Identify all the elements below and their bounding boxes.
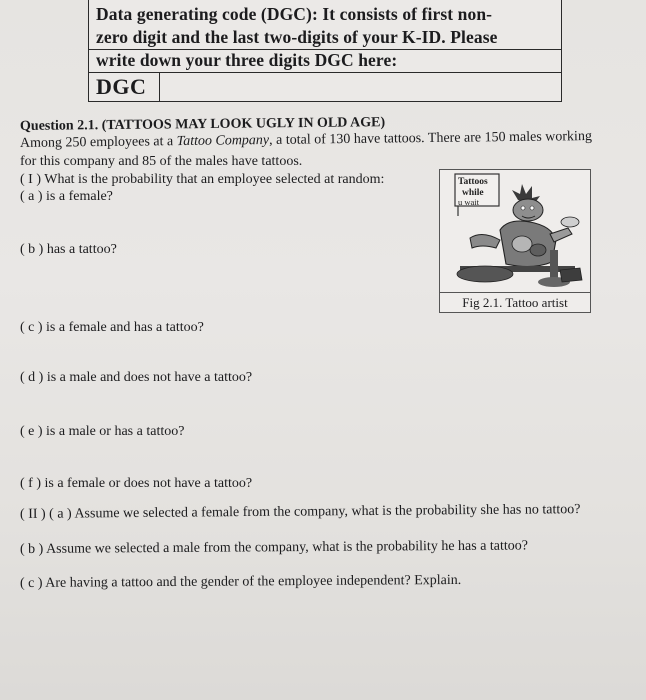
part-two-question-a: ( II ) ( a ) Assume we selected a female from the company, what is the probability she has no tattoo?: [19, 502, 581, 522]
sign-text-line-1: Tattoos: [458, 177, 488, 187]
question-intro-line-1: Among 250 employees at a Tattoo Company, a total of 130 have tattoos. There are 150 males working: [19, 129, 593, 151]
company-name: Tattoo Company: [176, 132, 270, 150]
dgc-instruction-line-1: Data generating code (DGC): It consists of first non-: [96, 4, 493, 24]
question-part-f: ( f ) is a female or does not have a tattoo?: [20, 476, 253, 491]
figure-caption: Fig 2.1. Tattoo artist: [440, 292, 590, 313]
dgc-instruction-line-2: zero digit and the last two-digits of your K-ID. Please: [96, 27, 498, 47]
dgc-instruction-box: [88, 0, 562, 102]
tattoo-artist-illustration: [440, 170, 590, 292]
part-two-question-c: ( c ) Are having a tattoo and the gender of the employee independent? Explain.: [19, 572, 462, 591]
part-two-question-b: ( b ) Assume we selected a male from the company, what is the probability he has a tattoo?: [19, 538, 529, 557]
question-title: Question 2.1. (TATTOOS MAY LOOK UGLY IN OLD AGE): [19, 115, 386, 134]
part-one-prompt: ( I ) What is the probability that an employee selected at random:: [20, 172, 385, 187]
dgc-instruction-line-3: write down your three digits DGC here:: [96, 50, 398, 70]
question-part-d: ( d ) is a male and does not have a tattoo?: [20, 370, 253, 385]
question-part-e: ( e ) is a male or has a tattoo?: [20, 424, 185, 439]
question-intro-line-2: for this company and 85 of the males have tattoos.: [20, 154, 303, 169]
sign-text-line-2: while: [462, 188, 484, 198]
question-part-a: ( a ) is a female?: [20, 189, 113, 204]
dgc-label: DGC: [96, 74, 147, 99]
question-part-b: ( b ) has a tattoo?: [20, 242, 117, 257]
tattoo-artist-figure: [439, 169, 591, 313]
sign-text-line-3: u wait: [458, 197, 480, 207]
question-part-c: ( c ) is a female and has a tattoo?: [20, 320, 204, 335]
